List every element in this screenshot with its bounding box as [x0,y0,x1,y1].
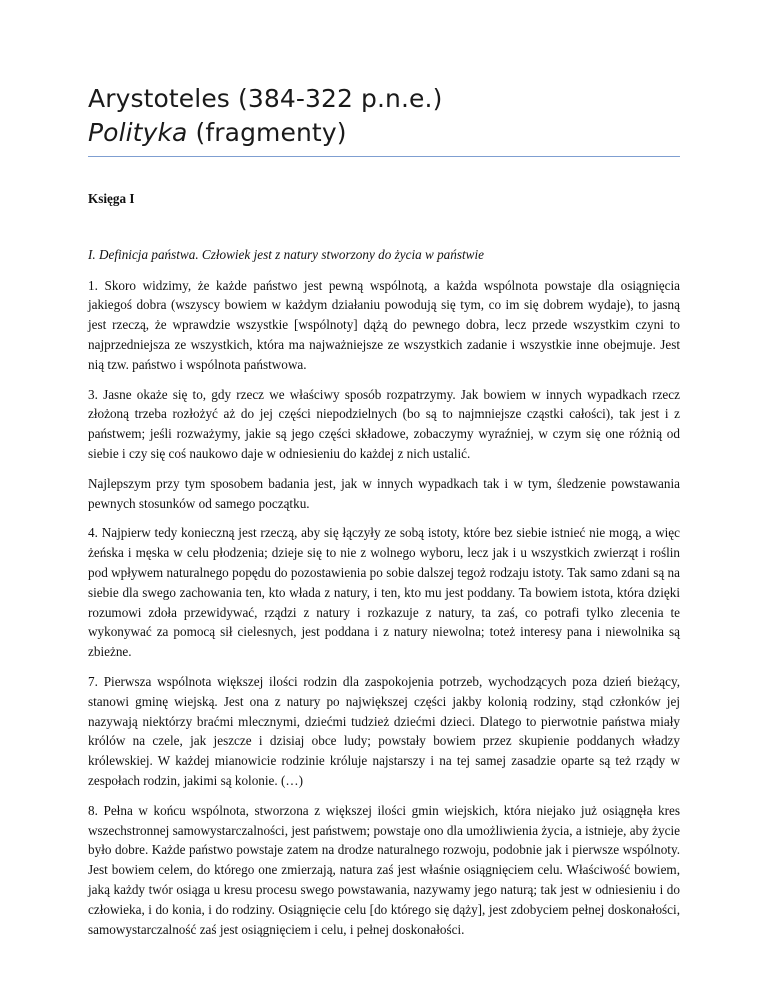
title-work-suffix: (fragmenty) [187,118,347,147]
chapter-heading: I. Definicja państwa. Człowiek jest z natury stworzony do życia w państwie [88,246,484,262]
paragraph-7: 7. Pierwsza wspólnota większej ilości rodzin dla zaspokojenia potrzeb, wychodzących poza dzień bieżący, stanowi gminę wiejską. Jest ona z natury po największej części jakby kolonią rodziny, stąd członków jej nazywają niektórzy braćmi mlecznymi, dziećmi tudzież dziećmi dzieci. Dlatego to pierwotnie państwa miały królów na czele, jak jeszcze i dzisiaj obce ludy; powstały bowiem przez skupienie poddanych władzy królewskiej. W każdej mianowicie rodzinie króluje najstarszy i na tej samej zasadzie oparte są też rządy w zespołach rodzin, jakimi są kolonie. (…) [88,673,680,788]
document-page [88,82,680,939]
paragraph-1: 1. Skoro widzimy, że każde państwo jest pewną wspólnotą, a każda wspólnota powstaje dla osiągnięcia jakiegoś dobra (wszyscy bowiem w każdym działaniu powodują się tym, co im się dobrem wydaje), to jasną jest rzeczą, że wprawdzie wszystkie [wspólnoty] dążą do pewnego dobra, lecz przede wszystkim czyni to najprzedniejsza ze wszystkich, która ma najważniejsze ze wszystkich zadanie i wszystkie inne obejmuje. Jest nią tzw. państwo i wspólnota państwowa. [88,277,680,372]
title-work-line [88,116,680,150]
title-author-line: Arystoteles (384-322 p.n.e.) [88,84,443,113]
paragraph-3: 3. Jasne okaże się to, gdy rzecz we właściwy sposób rozpatrzymy. Jak bowiem w innych wypadkach rzecz złożoną trzeba rozłożyć aż do jej części niepodzielnych (bo są to najmniejsze cząstki całości), tak jest i z państwem; jeśli rozważymy, jakie są jego części składowe, zobaczymy wyraźniej, w czym się one różnią od siebie i czy się coś naukowo daje w odniesieniu do każdej z nich ustalić. [88,386,680,461]
document-title [88,82,680,157]
paragraph-4: 4. Najpierw tedy konieczną jest rzeczą, aby się łączyły ze sobą istoty, które bez siebie istnieć nie mogą, a więc żeńska i męska w celu płodzenia; dzieje się to nie z wolnego wyboru, lecz jak i u wszystkich zwierząt i roślin pod wpływem naturalnego popędu do pozostawienia po sobie dalszej tegoż rodzaju istoty. Tak samo zdani są na siebie dla swego zachowania ten, kto włada z natury, i ten, kto mu jest poddany. Ta bowiem istota, która dzięki rozumowi zdoła przewidywać, rządzi z natury i rozkazuje z natury, ta zaś, co potrafi tylko zlecenia te wykonywać za pomocą sił cielesnych, jest poddana i z natury niewolna; toteż interesy pana i niewolnika są zbieżne. [88,525,680,660]
book-heading: Księga I [88,191,135,206]
document-body [88,189,680,939]
title-work-name: Polityka [88,118,188,147]
paragraph-8: 8. Pełna w końcu wspólnota, stworzona z większej ilości gmin wiejskich, która niejako już osiągnęła kres wszechstronnej samowystarczalności, jest państwem; powstaje ono dla umożliwienia życia, a istnieje, aby życie było dobre. Każde państwo powstaje zatem na drodze naturalnego rozwoju, podobnie jak i pierwsze wspólnoty. Jest bowiem celem, do którego one zmierzają, natura zaś jest właśnie osiągnięciem celu. Właściwość bowiem, jaką każdy twór osiąga u kresu procesu swego powstawania, nazywamy jego naturą; tak jest w odniesieniu i do człowieka, i do konia, i do rodziny. Osiągnięcie celu [do którego się dąży], jest zdobyciem pełnej doskonałości, samowystarczalność zaś jest osiągnięciem i celu, i pełnej doskonałości. [88,802,680,937]
paragraph-method: Najlepszym przy tym sposobem badania jest, jak w innych wypadkach tak i w tym, śledzenie powstawania pewnych stosunków od samego początku. [88,475,680,511]
